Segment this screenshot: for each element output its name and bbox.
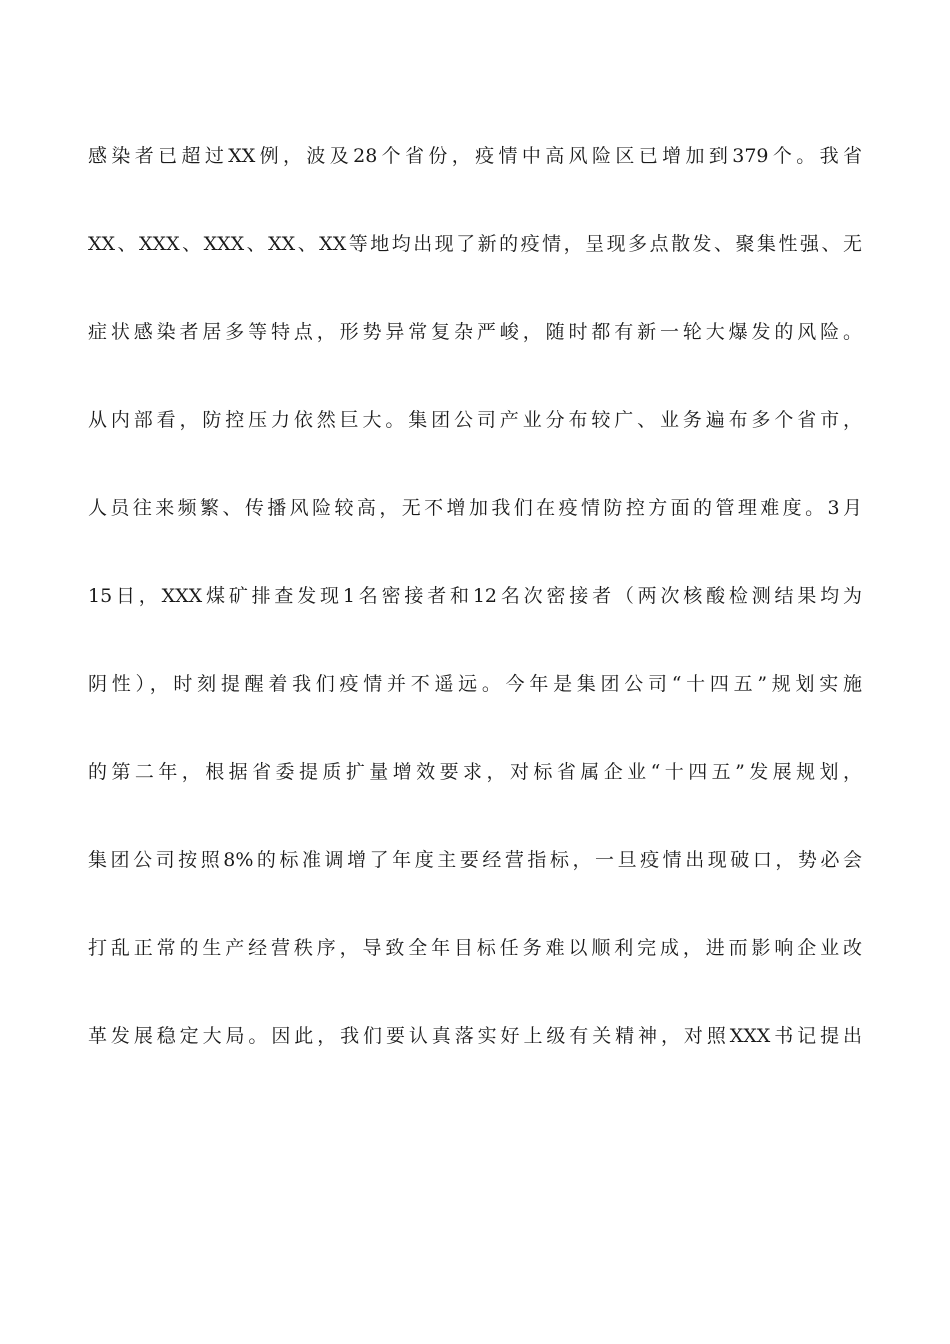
text-line: 从内部看，防控压力依然巨大。集团公司产业分布较广、业务遍布多个省市， <box>88 409 862 431</box>
text-line: 革发展稳定大局。因此，我们要认真落实好上级有关精神，对照XXX书记提出 <box>88 1025 862 1047</box>
text-line: 15日，XXX煤矿排查发现1名密接者和12名次密接者（两次核酸检测结果均为 <box>88 585 862 607</box>
text-line: 人员往来频繁、传播风险较高，无不增加我们在疫情防控方面的管理难度。3月 <box>88 497 862 519</box>
text-line: 集团公司按照8%的标准调增了年度主要经营指标，一旦疫情出现破口，势必会 <box>88 849 862 871</box>
text-line: 打乱正常的生产经营秩序，导致全年目标任务难以顺利完成，进而影响企业改 <box>88 937 862 959</box>
body-text <box>88 134 862 1102</box>
text-line: 阴性），时刻提醒着我们疫情并不遥远。今年是集团公司“十四五”规划实施 <box>88 673 862 695</box>
text-line: XX、XXX、XXX、XX、XX等地均出现了新的疫情，呈现多点散发、聚集性强、无 <box>88 233 862 255</box>
text-line: 感染者已超过XX例，波及28个省份，疫情中高风险区已增加到379个。我省 <box>88 145 862 167</box>
text-line: 的第二年，根据省委提质扩量增效要求，对标省属企业“十四五”发展规划， <box>88 761 862 783</box>
text-line: 症状感染者居多等特点，形势异常复杂严峻，随时都有新一轮大爆发的风险。 <box>88 321 862 343</box>
